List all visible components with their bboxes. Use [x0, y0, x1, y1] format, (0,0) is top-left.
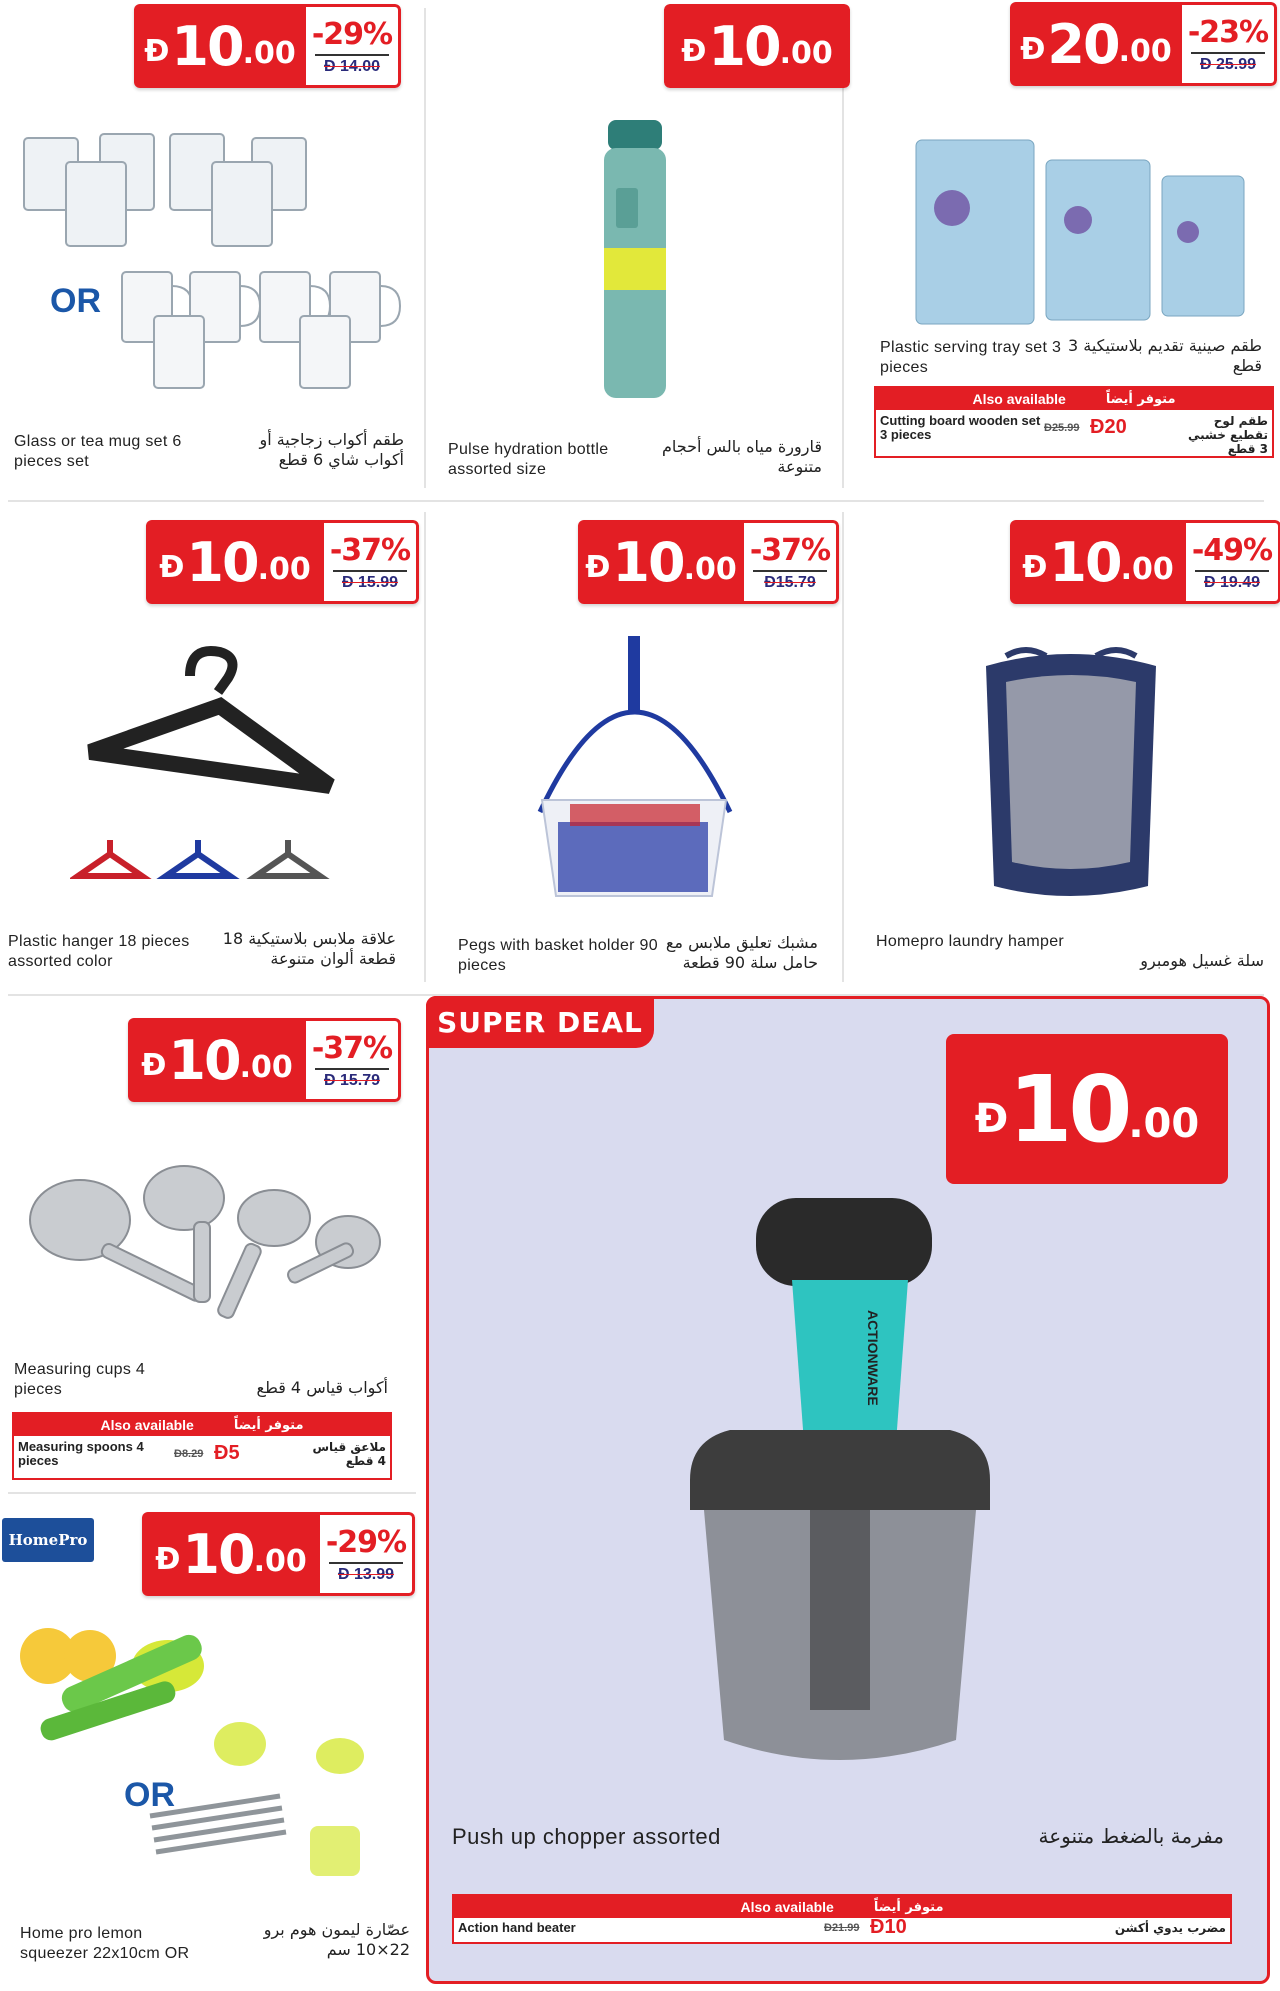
old-price: Đ 13.99: [337, 1565, 395, 1583]
discount-percent: -37%: [329, 532, 411, 568]
also-available-box: Also available متوفر أيضاً Cutting board wooden set 3 pieces Đ25.99 Đ20 طقم لوح تقطيع خشبي 3 قطع: [874, 386, 1274, 458]
price-tag: Đ 10 .00 -37% Đ 15.79: [128, 1018, 401, 1102]
product-name-ar: علاقة ملابس بلاستيكية 18 قطعة ألوان متنوعة: [222, 929, 396, 968]
brand-text: ACTIONWARE: [865, 1310, 881, 1406]
product-name-en: Home pro lemon squeezer 22x10cm OR: [20, 1925, 190, 1962]
price-tag: Đ 10 .00 -29% Đ 14.00: [134, 4, 401, 88]
measuring-cups-image: [26, 1162, 386, 1322]
also-name-en: Cutting board wooden set 3 pieces: [880, 413, 1041, 442]
product-name-en: Pegs with basket holder 90 pieces: [458, 937, 658, 974]
homepro-logo: HomePro: [2, 1518, 94, 1562]
pegs-basket-image: [530, 632, 740, 912]
also-name-ar: طقم لوح تقطيع خشبي 3 قطع: [1187, 414, 1268, 456]
price-tag: Đ 20 .00 -23% Đ 25.99: [1010, 2, 1277, 86]
also-name-en: Measuring spoons 4 pieces: [18, 1439, 144, 1468]
divider: [8, 1492, 416, 1494]
price-tag: Đ 10 .00 -29% Đ 13.99: [142, 1512, 415, 1596]
product-name-ar: طقم أكواب زجاجية أو أكواب شاي 6 قطع: [259, 430, 404, 469]
divider: [842, 512, 844, 982]
product-name-en: Plastic serving tray set 3 pieces: [880, 339, 1062, 376]
discount-percent: -29%: [325, 1524, 407, 1560]
also-available-box: Also available متوفر أيضاً Measuring spoons 4 pieces Đ8.29 Đ5 ملاعق قياس 4 قطع: [12, 1412, 392, 1480]
super-deal-name-en: Push up chopper assorted: [452, 1824, 721, 1849]
product-name-en: Plastic hanger 18 pieces assorted color: [8, 933, 190, 970]
old-price: Đ15.79: [764, 573, 816, 591]
glass-set-image: [20, 128, 320, 258]
or-label: OR: [124, 1776, 175, 1814]
old-price: Đ 25.99: [1199, 55, 1257, 73]
discount-percent: -37%: [311, 1030, 393, 1066]
also-old-price: Đ8.29: [174, 1448, 204, 1460]
product-name-ar: طقم صينية تقديم بلاستيكية 3 قطع: [1067, 336, 1262, 375]
discount-percent: -29%: [311, 16, 393, 52]
product-name-ar: سلة غسيل هومبرو: [1140, 951, 1264, 970]
super-deal-name-ar: مفرمة بالضغط متنوعة: [1038, 1824, 1224, 1848]
divider: [424, 512, 426, 982]
discount-percent: -49%: [1191, 532, 1273, 568]
price-tag: Đ 10 .00 -37% Đ 15.99: [146, 520, 419, 604]
product-name-ar: أكواب قياس 4 قطع: [256, 1378, 388, 1397]
super-deal-also-available-box: Also available متوفر أيضاً Action hand beater Đ21.99 Đ10 مضرب يدوي أكشن: [452, 1894, 1232, 1944]
old-price: Đ 15.99: [341, 573, 399, 591]
discount-percent: -23%: [1187, 14, 1269, 50]
product-name-ar: قارورة مياه بالس أحجام متنوعة: [661, 437, 822, 476]
also-name-ar: مضرب يدوي أكشن: [1114, 1921, 1226, 1935]
product-name-ar: عصّارة ليمون هوم برو 22×10 سم: [263, 1920, 410, 1959]
old-price: Đ 19.49: [1203, 573, 1261, 591]
product-name-en: Measuring cups 4 pieces: [14, 1361, 146, 1398]
or-label: OR: [50, 282, 101, 320]
price-tag: Đ 10 .00 -49% Đ 19.49: [1010, 520, 1280, 604]
product-name-en: Pulse hydration bottle assorted size: [448, 441, 609, 478]
serving-tray-image: [912, 138, 1248, 328]
also-new-price: Đ10: [870, 1916, 907, 1938]
also-name-ar: ملاعق قياس 4 قطع: [312, 1440, 386, 1468]
discount-percent: -37%: [749, 532, 831, 568]
price-tag: Đ 10 .00 -37% Đ15.79: [578, 520, 839, 604]
old-price: Đ 15.79: [323, 1071, 381, 1089]
also-new-price: Đ20: [1090, 416, 1127, 438]
tea-mug-set-image: [118, 266, 408, 396]
also-new-price: Đ5: [214, 1442, 240, 1464]
price-tag: Đ 10 .00: [664, 4, 850, 88]
product-name-en: Homepro laundry hamper: [876, 933, 1065, 950]
divider: [8, 500, 1264, 502]
also-old-price: Đ25.99: [1044, 422, 1080, 434]
water-bottle-image: [590, 118, 680, 408]
divider: [424, 8, 426, 488]
laundry-hamper-image: [966, 646, 1176, 902]
herb-scissors-image: [140, 1716, 390, 1886]
product-name-en: Glass or tea mug set 6 pieces set: [14, 433, 182, 470]
also-old-price: Đ21.99: [824, 1922, 860, 1934]
push-up-chopper-image: [680, 1190, 1000, 1790]
also-name-en: Action hand beater: [458, 1920, 576, 1935]
old-price: Đ 14.00: [323, 57, 381, 75]
product-name-ar: مشبك تعليق ملابس مع حامل سلة 90 قطعة: [665, 933, 818, 972]
hanger-image: [70, 636, 360, 906]
super-deal-badge: SUPER DEAL: [426, 996, 654, 1048]
super-deal-price-tag: Đ 10 .00: [946, 1034, 1228, 1184]
